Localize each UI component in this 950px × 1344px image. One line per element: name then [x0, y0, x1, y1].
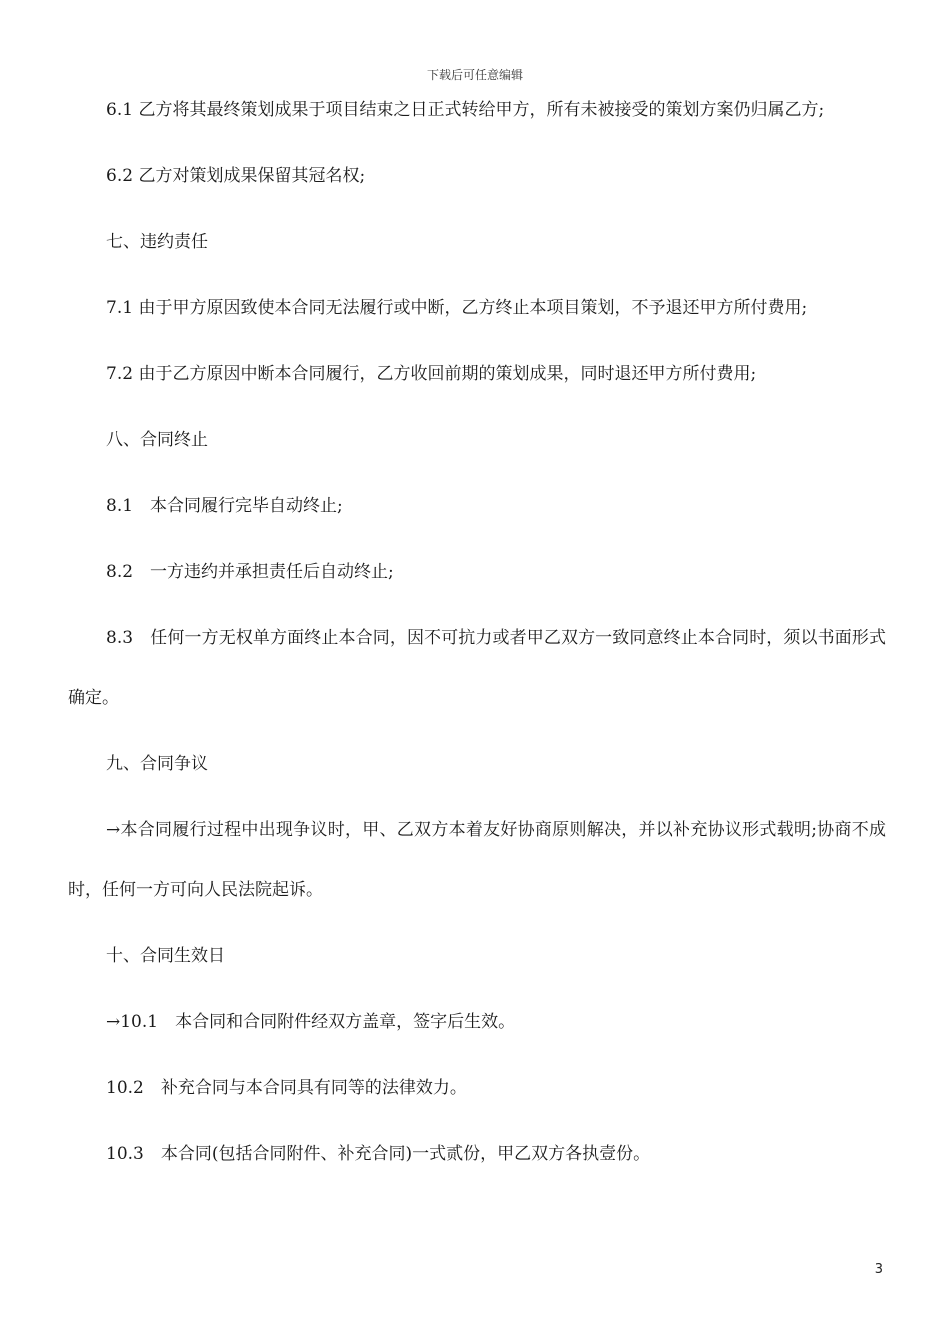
clause-8-1: 8.1 本合同履行完毕自动终止;	[106, 496, 343, 516]
document-body	[68, 80, 886, 1190]
section-heading-termination: 八、合同终止	[106, 430, 208, 450]
section-heading-dispute: 九、合同争议	[106, 754, 208, 774]
clause-8-2: 8.2 一方违约并承担责任后自动终止;	[106, 562, 394, 582]
clause-8-3: 8.3 任何一方无权单方面终止本合同，因不可抗力或者甲乙双方一致同意终止本合同时，须以书面形式确定。	[68, 628, 886, 708]
clause-6-2: 6.2 乙方对策划成果保留其冠名权;	[106, 166, 366, 186]
header-note: 下载后可任意编辑	[426, 68, 523, 82]
clause-6-1: 6.1 乙方将其最终策划成果于项目结束之日正式转给甲方，所有未被接受的策划方案仍归属乙方;	[106, 100, 825, 120]
clause-10-3: 10.3 本合同(包括合同附件、补充合同)一式贰份，甲乙双方各执壹份。	[106, 1144, 651, 1164]
section-heading-breach: 七、违约责任	[106, 232, 208, 252]
clause-10-1: →10.1 本合同和合同附件经双方盖章，签字后生效。	[106, 1012, 516, 1032]
section-heading-effective-date: 十、合同生效日	[106, 946, 225, 966]
page-number: 3	[874, 1262, 883, 1277]
clause-10-2: 10.2 补充合同与本合同具有同等的法律效力。	[106, 1078, 467, 1098]
clause-7-1: 7.1 由于甲方原因致使本合同无法履行或中断，乙方终止本项目策划，不予退还甲方所付费用;	[106, 298, 808, 318]
clause-7-2: 7.2 由于乙方原因中断本合同履行，乙方收回前期的策划成果，同时退还甲方所付费用;	[106, 364, 757, 384]
clause-dispute: →本合同履行过程中出现争议时，甲、乙双方本着友好协商原则解决，并以补充协议形式载明;协商不成时，任何一方可向人民法院起诉。	[68, 820, 886, 900]
